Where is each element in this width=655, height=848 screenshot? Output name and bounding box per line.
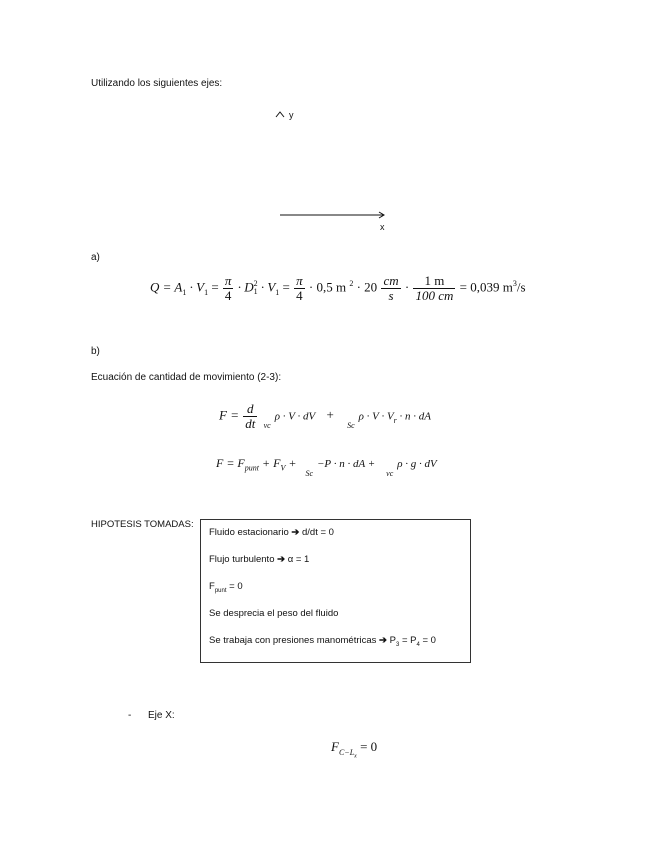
frac-num: π bbox=[224, 273, 232, 288]
eq-a-eq3: = bbox=[279, 279, 290, 295]
eq-a-sup3: 3 bbox=[512, 279, 517, 289]
frac-den: s bbox=[388, 287, 394, 303]
eq-a-vsub: 1 bbox=[275, 288, 280, 298]
vc-limit: vc bbox=[263, 421, 271, 431]
eje-x-bullet: - bbox=[128, 710, 132, 721]
sc-limit: Sc bbox=[305, 469, 313, 478]
cm-per-s-fraction bbox=[381, 274, 400, 303]
eq1-lhs: F = bbox=[219, 407, 239, 423]
hyp4-s4: 4 bbox=[416, 641, 420, 648]
hyp1-value: α = 1 bbox=[287, 554, 310, 565]
pi-over-4-fraction bbox=[223, 274, 234, 303]
eq-a-v: · V bbox=[257, 279, 276, 295]
eje-x-label: Eje X: bbox=[148, 710, 175, 721]
eq2-plus2: + bbox=[285, 456, 297, 470]
momentum-equation-title: Ecuación de cantidad de movimiento (2-3): bbox=[91, 372, 282, 383]
hyp1-text: Flujo turbulento bbox=[209, 554, 278, 565]
eq-a-sub2: 1 bbox=[204, 288, 209, 298]
eq1-term2b: · n · dA bbox=[396, 410, 432, 423]
eq-a-eq2: = bbox=[208, 279, 219, 295]
hypotheses-box bbox=[200, 519, 471, 663]
eq2-vsub: V bbox=[280, 463, 286, 473]
fx-sub-text: C−L bbox=[338, 747, 355, 757]
fx-rhs: = 0 bbox=[356, 739, 378, 754]
fx-lhs: F bbox=[331, 739, 339, 754]
hyp4-s3: 3 bbox=[395, 641, 400, 648]
frac-num: 1 m bbox=[413, 274, 455, 289]
eq1-plus: + bbox=[326, 407, 334, 423]
momentum-equation-1 bbox=[219, 402, 431, 431]
hypothesis-item bbox=[209, 554, 309, 565]
part-a-label: a) bbox=[91, 252, 100, 263]
x-axis-label: x bbox=[380, 222, 385, 232]
frac-num: π bbox=[296, 273, 303, 288]
eq-a-mid2: · 20 bbox=[353, 279, 378, 295]
hyp2-value: = 0 bbox=[226, 581, 243, 592]
hyp4-eq: = P bbox=[399, 635, 417, 646]
eq2-punt: punt bbox=[244, 463, 259, 473]
eq-a-per-s: /s bbox=[516, 279, 526, 295]
eq2-plus1: + F bbox=[259, 456, 281, 470]
hypothesis-item bbox=[209, 581, 243, 594]
eq1-rsub: r bbox=[393, 416, 397, 426]
unit-conversion-fraction bbox=[413, 274, 455, 303]
part-b-label: b) bbox=[91, 346, 100, 357]
hyp3-text: Se desprecia el peso del fluido bbox=[209, 608, 339, 619]
eq-a-dot3: · bbox=[401, 279, 413, 295]
d-dt-fraction bbox=[243, 402, 257, 431]
hypothesis-item bbox=[209, 527, 334, 538]
frac-num: cm bbox=[383, 273, 399, 288]
eq-a-mid: · 0,5 m bbox=[305, 279, 350, 295]
hyp4-p3: P bbox=[389, 635, 396, 646]
arrow-right-icon: ➔ bbox=[291, 527, 300, 538]
hyp0-text: Fluido estacionario bbox=[209, 527, 292, 538]
eq-a-sup2: 2 bbox=[349, 279, 354, 289]
fx-subsub: x bbox=[354, 753, 357, 760]
eq2-lhs: F = F bbox=[216, 456, 245, 470]
frac-den: 4 bbox=[224, 287, 232, 303]
eq-a-d: · D bbox=[234, 279, 254, 295]
vc-limit: vc bbox=[386, 469, 394, 478]
eq-a-sub1: 1 bbox=[182, 288, 187, 298]
y-axis-arrowhead bbox=[276, 112, 284, 117]
eq2-term1: −P · n · dA + bbox=[317, 458, 376, 470]
eq-a-result: = 0,039 m bbox=[456, 279, 513, 295]
y-axis-label: y bbox=[289, 110, 294, 120]
frac-den: 4 bbox=[296, 287, 303, 303]
frac-num: d bbox=[243, 402, 257, 417]
eq-a-dsub: 1 bbox=[253, 287, 258, 297]
hypotheses-label: HIPOTESIS TOMADAS: bbox=[91, 519, 194, 530]
frac-den: 100 cm bbox=[415, 287, 454, 303]
x-force-equation bbox=[331, 739, 377, 759]
hyp4-text: Se trabaja con presiones manométricas bbox=[209, 635, 380, 646]
hyp4-zero: = 0 bbox=[419, 635, 436, 646]
hypothesis-item bbox=[209, 608, 338, 619]
pi-over-4-fraction-2 bbox=[294, 274, 305, 303]
hyp2-text: F bbox=[209, 581, 215, 592]
eq1-term2: ρ · V · V bbox=[358, 410, 394, 423]
hyp0-value: d/dt = 0 bbox=[302, 527, 334, 538]
flow-rate-equation bbox=[150, 274, 526, 303]
hypothesis-item bbox=[209, 635, 436, 648]
sc-limit: Sc bbox=[347, 421, 355, 431]
hyp2-sub: punt bbox=[214, 587, 227, 594]
fx-sub bbox=[338, 747, 357, 760]
eq2-term2: ρ · g · dV bbox=[397, 458, 437, 470]
arrow-right-icon: ➔ bbox=[379, 635, 387, 646]
eq-a-dsup: 2 bbox=[253, 279, 258, 289]
frac-den: dt bbox=[245, 415, 256, 431]
arrow-right-icon: ➔ bbox=[277, 554, 286, 565]
eq-a-lhs: Q = A bbox=[150, 279, 183, 295]
eq1-term1: ρ · V · dV bbox=[274, 410, 316, 423]
intro-text: Utilizando los siguientes ejes: bbox=[91, 78, 223, 89]
momentum-equation-2 bbox=[216, 456, 437, 478]
eq-a-dot1: · V bbox=[186, 279, 205, 295]
